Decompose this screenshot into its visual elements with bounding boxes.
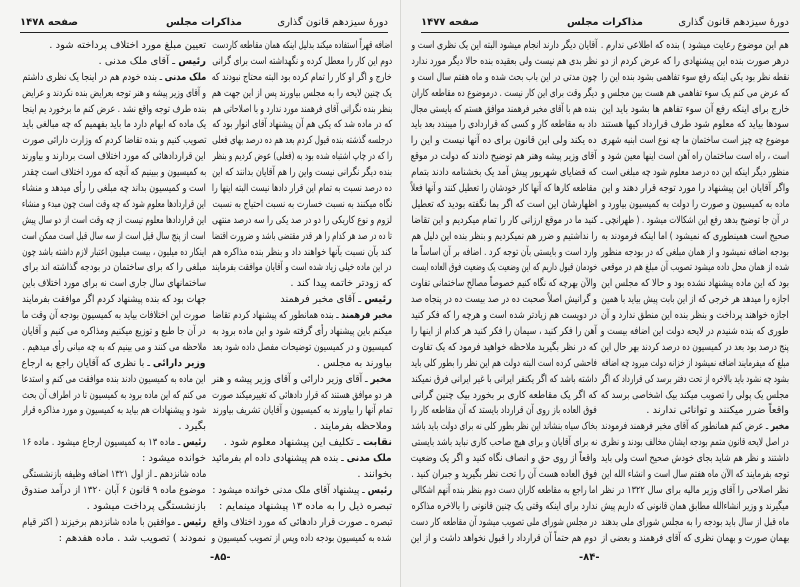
volume-title: دورهٔ سیزدهم قانون گذاری [277,17,388,28]
line-content: ماده به کمیسیون و صورت را دولت به کمیسیون بیاورد و [601,198,789,210]
line-content: که قضایای شهریور پیش آمد یک بخشنامه دادند بتمام [411,167,597,179]
text-line [601,531,789,547]
line-content: آقای وزیر پیشه وهنر هم توضیح دادند که دولت در موقع [411,151,597,163]
line-content: داشتند و نظر هم شاید بجای خودش صحیح است ولی باید [601,453,789,465]
line-content: دوم هم حتماً آن قرارداد را قبول نخواهد داشت و از این [411,532,597,544]
line-content: فوق العاده باز روی آن قرارداد بایستد که آن مقاطعه کار را [411,405,597,417]
text-line [22,515,206,531]
text-line [22,213,206,229]
line-content: هم این موضوع رعایت میشود ) بنده که اطلاعی ندارم . [601,40,789,51]
speaker-name: رئیس [367,484,392,496]
line-content: خارج و اگر او کار را تمام کرده بود البته محتاج نبودند که [212,71,392,83]
speaker-name: مخبر [770,421,789,433]
text-line [22,149,206,165]
line-content: بود که این ماده پیشنهاد نشده بود و حالا که مجلس این [601,278,789,290]
line-content: تعیین مبلغ مورد اختلاف پرداخته شود . [49,40,206,51]
line-content: است و کمیسیون بداند چه مبلغی را رأی میدهد و منشاء [22,183,206,195]
text-line [411,499,597,515]
text-line [601,435,789,451]
text-line [411,86,597,102]
text-column-left [411,38,597,547]
text-line [212,197,392,213]
text-line [601,86,789,102]
text-line [212,149,392,165]
page-1477 [400,0,800,587]
line-content: دیگر وقت برای این کار نیست . درموضوع ده مقاطعه کاران [411,87,597,99]
line-content: این قراردادها معلوم نیست از چه وقت است از دو سال پیش [22,214,206,226]
line-content: است از پنج سال قبل است از سه سال قبل است ممکن است [22,230,206,242]
text-line [411,165,597,181]
text-line [22,308,206,324]
line-content: را نداشتیم و ضرر هم نمیکردیم و بنظر بنده این دلیل هم [411,230,597,242]
text-line [601,165,789,181]
line-content: موضوع چه چیز است ساختمان ما چه نوع است ابنیه شهری [601,135,789,147]
text-line [411,54,597,70]
text-line [411,38,597,54]
text-line [601,340,789,356]
text-line [212,531,392,547]
text-line [601,483,789,499]
line-content: در اصل لایحه قانون متمم بودجه ایشان مخالف بودند و نظری [601,437,789,449]
line-content: بنظر بنده نگرانی آقای فرهمند مورد ندارد و با اصلاحاتی هم [212,103,392,115]
line-content: بهمان صورت و بهمان نظری که آقای فرهمند و بعضی از [601,532,789,544]
speaker-name: وزیر دارائی [153,357,206,369]
text-line [212,324,392,340]
text-line [411,245,597,261]
text-line [601,276,789,292]
text-line [411,372,597,388]
line-content: مبلغ که میفرمایند اضافه نمیشود از خزانه دولت میرود چه اضافه [601,357,789,369]
text-line [411,356,597,372]
text-line [22,435,206,451]
line-content: ساختمانهای سال جاری است نه برای مورد اختلاف باین [22,278,206,290]
line-content: که اگر یک مقاطعه کاری بر بخورد بیک چنین گرانی [411,389,597,401]
line-content: در مجلس شورای ملی تصویب میشود آن مقاطعه کار دست [411,516,597,528]
line-content: کنید ما در موقع ارزانی کار را تمام میکردیم و این تقاضا [411,214,597,226]
line-content: آقایان دیگر دارند انجام میشود البته این یک نظری است و [411,40,597,51]
line-content: ندارد برای اینکه وقتی یک چنین قانونی را بالاخره مذاکره [411,500,597,512]
line-content: بنده دیگر نگرانی نیست واین را هم آقایان بدانند که این [212,167,392,179]
line-content: که زودتر خاتمه پیدا کند . [290,278,392,290]
line-content: نگاه میکنند به نسبت خسارت به نسبت احتیاج به نسبت [212,198,392,210]
line-content: بشود چه نشود باید بالاخره از تحت دفتر برسد کی قرارداد که اگر [601,373,789,385]
speaker-name: رئیس [178,55,206,67]
text-line [411,388,597,404]
text-line [601,499,789,515]
text-line [601,38,789,54]
text-line [601,181,789,197]
speech-text: ـ بنده خودم هم در اینجا یک نظری داشتم [22,71,165,83]
line-content: ده یکند ولی این قانون برای ده آنها نیست و این را [411,135,597,147]
line-content: داشته باشد که اگر یکنفر ایرانی با غیر ایرانی فرق نمیکند [411,373,597,385]
text-line [601,70,789,86]
line-content: مقاطعه کارها که آنها کار خودشان را تعطیل کنند و آنها فعلاً [411,183,597,195]
line-content: واگر آقایان این پیشنهاد را مورد توجه قرار دهند و این [601,183,789,195]
text-line [22,54,206,70]
speech-text: ـ بنده هم پیشنهادی داده ام بفرمائید [212,453,348,465]
speech-text: ـ آقای ملک مدنی . [98,55,179,67]
page-header [421,14,789,33]
line-content: والآن بهرچه که نگاه کنیم خصوصاً مصالح ساختمانی تفاوت [411,278,597,290]
text-line [411,197,597,213]
text-line [411,229,597,245]
line-content: وارد است و بایستی بآن توجه کرد . اضافه بر آن اساساً ما [411,246,597,258]
line-content: کند بآن نسبت بآنها خواهند داد و بنظر بنده مذاکره هم [212,246,392,258]
text-line [212,292,392,308]
text-line [601,292,789,308]
text-line [22,340,206,356]
text-line [22,451,206,467]
text-line [22,229,206,245]
line-content: که در نظر بگیرید ملاحظه خواهید فرمود که یک تفاوت [411,341,597,353]
line-content: فوق العاده هست آن را تحت نظر بگیرید و جبران کنید . [411,469,597,481]
line-content: بخوانند . [357,469,392,481]
text-line [601,451,789,467]
line-content: اجازه را میدهد هر خرجی که از این بابت پیش بیاید با همین [601,294,789,306]
text-line [22,292,206,308]
text-line [22,197,206,213]
text-line [22,419,206,435]
line-content: که در ماده شد که یکی هم آن پیشنهاد آقای انوار بود که [212,119,392,131]
text-line [22,117,206,133]
line-content: موضوع ماده ۹ قانون ۶ آبان ۱۳۲۰ از درآمد صندوق [22,484,206,496]
line-content: چون مدتی در این باب بحث شده و ماه هفتم سال است و [411,71,597,83]
line-content: خودمان قبول داریم که این وضعیت یک وضعیت فوق العاده ایست [411,262,597,274]
text-line [411,133,597,149]
text-line [212,340,392,356]
line-content: وملاحظه بفرمایند . [313,421,392,433]
line-content: تمام آنها را بیاورند به کمیسیون و آقایان تشریف بیاورند [212,405,392,417]
line-content: صحیح است همینطوری که نمیشود ) اما اینکه فرمودند به [601,230,789,242]
line-content [22,515,206,531]
text-line [601,372,789,388]
text-line [411,467,597,483]
speech-text: ـ آقای مخبر فرهمند [280,294,365,306]
text-line [601,403,789,419]
line-content: هر دو موافق هستند که قرار دادهائی که تغییرمیکند صورت [212,389,392,401]
text-line [601,149,789,165]
text-line [22,38,206,54]
line-content: میگیرند و وزیر انشاءالله مطابق همان قانونی که داریم پیش [601,500,789,512]
page-header [20,14,388,33]
line-content: نظر بدی هم نیست ولی بعقیده بنده حالا دیگر مورد ندارد [411,55,597,67]
text-line [601,229,789,245]
line-content: منظور دیگر اینکه این ده درصد معلوم شود چه مبلغی است [601,167,789,179]
line-content: می کنم که این ماده برود به کمیسیون تا در اطراف آن بحث [22,389,206,401]
text-line [411,324,597,340]
line-content: نمودند ) تصویب شد . ماده هفدهم : [58,532,206,544]
line-content: آهن را فکر کنید ، سیمان را فکر کنید هر کدام از اینها را [411,326,597,338]
line-content: این ماده به کمیسیون دادند بنده موافقت می کنم و استدعا [22,373,206,385]
text-line [212,229,392,245]
text-line [601,133,789,149]
text-line [22,403,206,419]
line-content: و آقای وزیر پیشه و هنر توجه بعرایض بنده نکردند و عرایض [22,87,206,99]
line-content: بیاورند به مجلس . [316,357,392,369]
text-line [411,308,597,324]
text-column-right [601,38,789,547]
text-line [601,117,789,133]
text-line [601,356,789,372]
text-line [411,419,597,435]
line-content: بنده هم با آقای مخبر فرهمند موافق هستم که بایستی مجال [411,103,597,115]
speaker-name: ملک مدنی [347,453,392,465]
text-line [601,419,789,435]
line-content: توجه بفرمایند که الآن ماه هفتم سال است و انشاء الله این [601,469,789,481]
text-line [411,515,597,531]
text-line [411,403,597,419]
text-line [411,340,597,356]
line-content [601,419,789,435]
line-content: شده به کمیسیون بودجه داده وپس از تصویب کمیسیون و [212,532,392,544]
running-title: مذاکرات مجلس [165,17,243,28]
line-content: در دویست هم زیادتر شده است و هرچه را که فکر کنید [411,310,597,322]
line-content: دوم این کار را معطل کرده و نگهداشته است برای گرانی [212,55,392,67]
line-content: ده درصد نسبت به تمام این قرار دادها نیست البته اینها را [212,183,392,195]
text-line [601,197,789,213]
line-content: واقعاً ضرر میکنند و توانائی ندارند . [646,405,789,417]
text-line [212,308,392,324]
line-content: تصویب کنیم و بنده تقاضا کردم که وزارت دارائی صورت [22,135,206,147]
line-content: پنج درصد بود بعد در کمیسیون ده درصد کردند بهر حال این [601,341,789,353]
line-content: اما راجع به مقاطعه کاران دست دوم بنظر بنده آنهم اشکالی [411,484,597,496]
page-footer-number: -۸۴- [579,552,600,563]
text-line [22,245,206,261]
line-content: نقطه نظر بود یکی اینکه رفع سوء تفاهمی بشود بنده این را [601,71,789,83]
speaker-name: رئیس [182,437,206,449]
line-content: بازنشستگی پرداخت میشود . [86,500,206,512]
text-line [212,388,392,404]
line-content: خوانده میشود : [141,453,206,465]
line-content: در آن جا طبع و توزیع میکنیم ومذاکره می کنیم و آقایان [22,326,206,338]
text-line [601,467,789,483]
text-line [411,531,597,547]
text-line [212,451,392,467]
speech-text: ـ پیشنهاد آقای ملک مدنی خوانده میشود : [212,484,368,496]
line-content [22,356,206,372]
text-line [411,276,597,292]
line-content: داد به مقاطعه کار و کسی که قراردادی را میبندد بعد باید [411,119,597,131]
running-title: مذاکرات مجلس [566,17,644,28]
speaker-name: مخبر فرهمند [340,310,392,322]
line-content: خارج برای اینکه رفع آن سوء تفاهم ها بشود باید این [601,103,789,115]
text-line [22,388,206,404]
text-line [601,308,789,324]
text-line [22,165,206,181]
text-line [22,102,206,118]
line-content [212,451,392,467]
speech-text: ـ تکلیف این پیشنهاد معلوم شود . [223,437,363,449]
line-content: طوری که بنده شنیدم در لایحه دولت این اضافه بیست و [601,326,789,338]
text-line [601,260,789,276]
line-content: سودها بیاید که معلوم شود طرف قرارداد کیها هستند [601,119,789,131]
line-content [22,70,206,86]
line-content: بودجه اضافه نمیشود و از همان مبلغی که در بودجه منظور [601,246,789,258]
volume-title: دورهٔ سیزدهم قانون گذاری [678,17,789,28]
text-line [601,324,789,340]
line-content: و گرانیش اصلاً صحبت ده در صد بیست ده در پنجاه صد [411,294,597,306]
text-line [22,372,206,388]
text-line [22,133,206,149]
line-content: در آن جا توضیح بدهد رفع این اشکالات میشود . ( طهرانچی ـ [601,214,789,226]
speaker-name: رئیس [182,516,206,528]
line-content [22,435,206,451]
line-content: مجلس یک پولی را تصویب میکند بیک اشخاصی برسد که [601,389,789,401]
line-content: اظهارشان این است که اگر بما نگفته بودید که تعطیل [411,198,597,210]
line-content: یک ماده که ابهام دارد ما باید بفهمیم که چه مبالغی باید [22,119,206,131]
speech-text: ـ بنده همانطور که پیشنهاد کردم تقاضا [212,310,341,322]
text-line [601,388,789,404]
text-line [212,467,392,483]
line-content: صورت این اختلافات بیاید به کمیسیون بودجه آن وقت ما [22,310,206,322]
text-line [411,292,597,308]
text-line [212,133,392,149]
text-line [22,499,206,515]
speaker-name: مخبر [370,373,392,385]
line-content: بخاک سیاه بنشاند این نظر بطور کلی نه برای دولت باید باشد [411,421,597,433]
speech-text: ـ با نظری که آقایان راجع به ارجاع [22,357,154,369]
text-line [22,531,206,547]
line-content: درجلسه گذشته بنده قبول کردم بعد هم ده درصد بهای فعلی [212,135,392,147]
speech-text: ـ آقای وزیر دارائی و آقای وزیر پیشه و هنر [212,373,371,385]
text-line [601,245,789,261]
speaker-name: ملک مدنی [164,71,206,83]
text-line [22,276,206,292]
text-column-left [22,38,206,547]
line-content: میکنم باین پیشنهاد رأی گرفته شود و این ماده برود به [212,326,392,338]
line-content: لزوم و نوع کاریکی را دو در صد یکی را سه درصد منتهی [212,214,392,226]
line-content: شود و پیشنهادات هم بیاید به کمیسیون و مورد مذاکره قرار [22,405,206,417]
line-content: تا ده در صد هر کدام را هر قدر مقتضی باشد و ضرورت اقتضا [212,230,392,242]
text-line [411,483,597,499]
page-number: صفحه ۱۴۷۷ [421,17,480,28]
speaker-name: نقابت [362,437,392,449]
line-content: این قراردادهائی که مورد اختلاف است بردارند و بیاورند [22,151,206,163]
text-line [22,86,206,102]
line-content: نه برای آقایان و برای هیچ صاحب کاری نباید باشد بایستی [411,437,597,449]
line-content: شده از همان محل داده میشود تصویب آن مبلغ هم در موقعی [601,262,789,274]
text-line [411,181,597,197]
text-line [411,149,597,165]
speaker-name: رئیس [364,294,392,306]
text-line [22,324,206,340]
line-content: اجازه خواهند پرداخت و بنظر بنده این منطق ندارد و آن [601,310,789,322]
text-line [411,451,597,467]
line-content [212,308,392,324]
line-content: است ، راه است ساختمان راه آهن است اینها معین شود و [601,151,789,163]
speech-text: ـ موافقین با ماده شانزدهم برخیزند ( اکثر قیام [22,516,183,528]
text-line [22,70,206,86]
text-line [411,117,597,133]
text-line [411,260,597,276]
text-line [601,54,789,70]
line-content: اینکار ده میلیون ، بیست میلیون اعتبار لازم داشته باشد چون [22,246,206,258]
line-content: ماه قبل از سال باید بودجه را به مجلس شورای ملی بدهند [601,516,789,528]
text-line [601,102,789,118]
line-content: فاحشی کرده است البته دولت هم این نظر را بطور کلی باید [411,357,597,369]
line-content: این قراردادها معلوم شود که چه وقت است چون مبدء و منشاء [22,198,206,210]
line-content: واقعاً از روی حق و انصاف نگاه کنید و اگر یک وضعیت [411,453,597,465]
line-content: ماده شانزدهم ـ از اول ۱۳۲۱ اضافه وظیفه بازنشستگی [22,469,206,481]
line-content: اضافه قهراً استفاده میکند بدلیل اینکه همان مقاطعه کاردست [212,40,392,51]
line-content: ملاحظه می کنند و می بینیم که به چه مبانی رأی میدهیم . [22,341,206,353]
page-footer-number: -۸۵- [210,552,231,563]
text-line [22,181,206,197]
text-line [212,165,392,181]
text-line [411,213,597,229]
line-content [98,54,206,70]
line-content: یک چنین لایحه را به مجلس بیاورند پس از این جهت هم [212,87,392,99]
speech-text: ـ ماده ۱۳ به کمیسیون ارجاع میشود . ماده ۱۶ [22,437,183,449]
line-content: مبلغی را که برای ساختمان در بودجه گذاشته اند برای [22,262,206,274]
text-line [212,213,392,229]
text-line [411,102,597,118]
line-content: را که در چاپ اشتباه شده بود به (فعلی) عوض کردیم و بنظر [212,151,392,163]
line-content: به کمیسیون و ببینیم که آنچه که مورد اختلاف است چقدر [22,167,206,179]
speech-text: ـ عرض کنم همانطور که آقای مخبر فرهمند فرمودند [601,421,771,433]
text-line [22,483,206,499]
text-line [411,435,597,451]
text-line [22,260,206,276]
line-content: که عرض می کنم یک سوء تفاهمی هم هست بین مجلس و [601,87,789,99]
line-content: جهات بود که بنده پیشنهاد کردم اگر موافقت بفرمایند [22,294,206,306]
text-line [22,467,206,483]
line-content: نظر اصلاحی را آقای وزیر مالیه برای سال ۱۳۲۲ در نظر [601,484,789,496]
text-line [601,515,789,531]
text-line [601,213,789,229]
line-content: بنده طرف توجه واقع نشد . عرض کنم ما برخورد یم اینجا [22,103,206,115]
page-number: صفحه ۱۴۷۸ [20,17,79,28]
line-content: درهر صورت بنده این پیشنهادی را که عرض کردم از دو [601,55,789,67]
line-content: تبصره ذیل را به ماده ۱۳ پیشنهاد مینمایم : [219,500,392,512]
text-line [411,70,597,86]
line-content: تبصره ـ صورت قرار دادهائی که مورد اختلاف واقع [212,516,392,528]
text-line [22,356,206,372]
line-content: بگیرد . [178,421,206,433]
line-content: در این ماده خیلی زیاد شده است و آقایان موافقت بفرمایند [212,262,392,274]
line-content: کمیسیون و در کمیسیون توضیحات مفصل داده شود بعد [212,341,392,353]
